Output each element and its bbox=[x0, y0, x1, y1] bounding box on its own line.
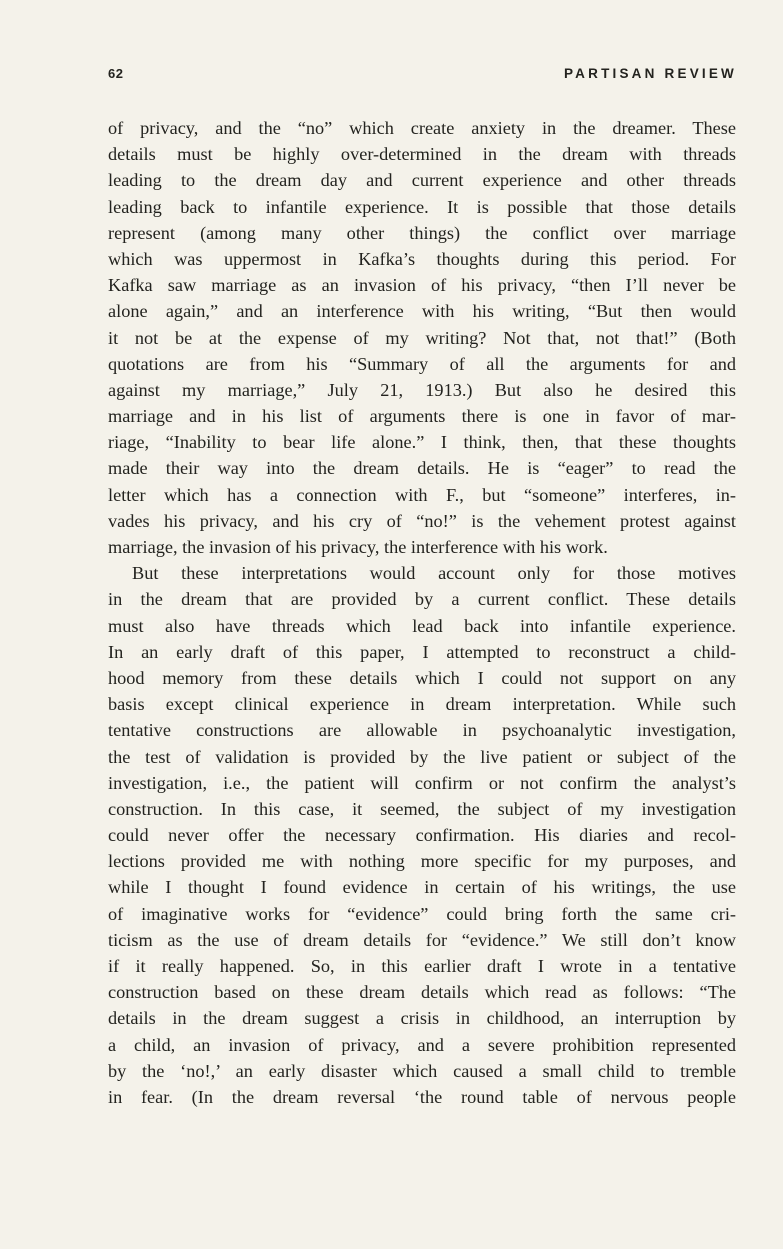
text-line: marriage and in his list of arguments there is one in favor of mar- bbox=[108, 406, 736, 427]
text-line: lections provided me with nothing more specific for my purposes, and bbox=[108, 851, 736, 872]
text-line: investigation, i.e., the patient will confirm or not confirm the analyst’s bbox=[108, 772, 736, 793]
text-line: basis except clinical experience in dream interpretation. While such bbox=[108, 694, 736, 715]
text-line: details in the dream suggest a crisis in childhood, an interruption by bbox=[108, 1008, 736, 1029]
text-line: in fear. (In the dream reversal ‘the round table of nervous people bbox=[108, 1086, 736, 1107]
text-line: riage, “Inability to bear life alone.” I think, then, that these thoughts bbox=[108, 432, 736, 453]
text-line: alone again,” and an interference with his writing, “But then would bbox=[108, 301, 736, 322]
text-line: quotations are from his “Summary of all the arguments for and bbox=[108, 353, 736, 374]
text-line: in the dream that are provided by a current conflict. These details bbox=[108, 589, 736, 610]
text-line: hood memory from these details which I could not support on any bbox=[108, 667, 736, 688]
text-line: while I thought I found evidence in certain of his writings, the use bbox=[108, 877, 736, 898]
text-line: against my marriage,” July 21, 1913.) But also he desired this bbox=[108, 379, 736, 400]
text-line: Kafka saw marriage as an invasion of his privacy, “then I’ll never be bbox=[108, 275, 736, 296]
text-line: it not be at the expense of my writing? Not that, not that!” (Both bbox=[108, 327, 736, 348]
text-line: made their way into the dream details. He is “eager” to read the bbox=[108, 458, 736, 479]
text-line: letter which has a connection with F., but “someone” interferes, in- bbox=[108, 484, 736, 505]
text-line: the test of validation is provided by the live patient or subject of the bbox=[108, 746, 736, 767]
page-number: 62 bbox=[108, 66, 124, 81]
text-line: of imaginative works for “evidence” could bring forth the same cri- bbox=[108, 903, 736, 924]
text-line: which was uppermost in Kafka’s thoughts during this period. For bbox=[108, 248, 736, 269]
text-line: marriage, the invasion of his privacy, the interference with his work. bbox=[108, 537, 608, 557]
text-line: In an early draft of this paper, I attempted to reconstruct a child- bbox=[108, 641, 736, 662]
text-line: construction based on these dream details which read as follows: “The bbox=[108, 982, 736, 1003]
text-line: construction. In this case, it seemed, the subject of my investigation bbox=[108, 798, 736, 819]
text-line: tentative constructions are allowable in psychoanalytic investigation, bbox=[108, 720, 736, 741]
journal-title: PARTISAN REVIEW bbox=[563, 66, 737, 81]
text-line: represent (among many other things) the conflict over marriage bbox=[108, 222, 736, 243]
paragraph-start-line: But these interpretations would account only for those motives bbox=[132, 563, 736, 584]
running-head bbox=[108, 66, 737, 88]
text-line: leading to the dream day and current experience and other threads bbox=[108, 170, 736, 191]
body-text bbox=[108, 115, 736, 1110]
text-line: by the ‘no!,’ an early disaster which caused a small child to tremble bbox=[108, 1060, 736, 1081]
text-line: must also have threads which lead back into infantile experience. bbox=[108, 615, 736, 636]
text-line: ticism as the use of dream details for “evidence.” We still don’t know bbox=[108, 929, 736, 950]
text-line: of privacy, and the “no” which create anxiety in the dreamer. These bbox=[108, 118, 736, 138]
text-line: leading back to infantile experience. It is possible that those details bbox=[108, 196, 736, 217]
text-line: a child, an invasion of privacy, and a severe prohibition represented bbox=[108, 1034, 736, 1055]
text-line: vades his privacy, and his cry of “no!” is the vehement protest against bbox=[108, 510, 736, 531]
text-line: details must be highly over-determined in the dream with threads bbox=[108, 144, 736, 165]
text-line: if it really happened. So, in this earlier draft I wrote in a tentative bbox=[108, 956, 736, 976]
text-line: could never offer the necessary confirmation. His diaries and recol- bbox=[108, 825, 736, 846]
